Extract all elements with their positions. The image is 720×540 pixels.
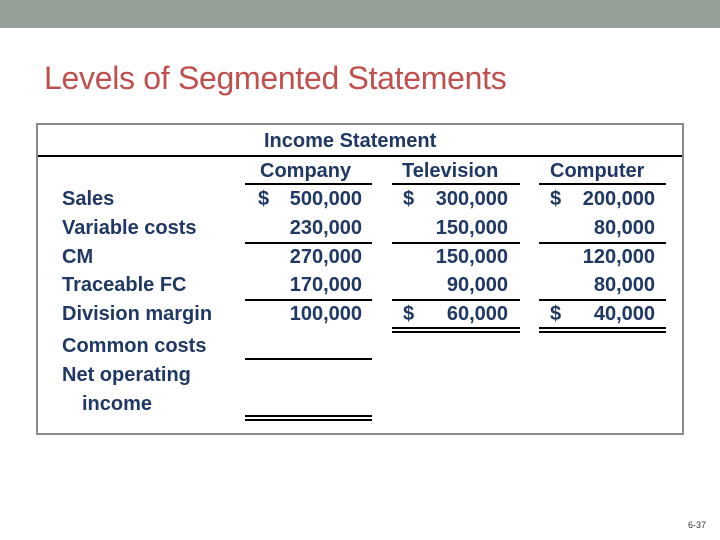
header-rule <box>38 155 682 157</box>
division-margin-television-dollar: $ <box>403 303 415 325</box>
cm-computer-value: 120,000 <box>582 246 655 268</box>
sales-television-dollar: $ <box>403 188 415 210</box>
variable-costs-company-value: 230,000 <box>289 217 362 239</box>
division-margin-computer-dollar: $ <box>550 303 562 325</box>
sales-computer-value: 200,000 <box>582 188 655 210</box>
statement-title: Income Statement <box>264 130 437 152</box>
traceable-fc-company-value: 170,000 <box>289 274 362 296</box>
slide-title: Levels of Segmented Statements <box>44 60 507 96</box>
variable-costs-television-value: 150,000 <box>435 217 508 239</box>
television-subtotal-rule-1 <box>392 242 520 244</box>
column-header-television: Television <box>402 160 499 182</box>
page-number: 6-37 <box>687 520 706 530</box>
computer-double-rule-bottom <box>539 331 666 333</box>
sales-computer-dollar: $ <box>550 188 562 210</box>
variable-costs-computer-value: 80,000 <box>593 217 655 239</box>
sales-company-value: 500,000 <box>289 188 362 210</box>
division-margin-company-value: 100,000 <box>289 303 362 325</box>
row-label-sales: Sales <box>62 188 115 210</box>
common-costs-blank-line <box>245 358 372 360</box>
net-income-double-rule-bottom <box>245 419 372 421</box>
row-label-net-operating: Net operating <box>62 364 191 386</box>
division-margin-television-value: 60,000 <box>446 303 508 325</box>
computer-header-underline <box>539 183 666 185</box>
net-income-double-rule-top <box>245 415 372 417</box>
company-header-underline <box>245 183 372 185</box>
cm-company-value: 270,000 <box>289 246 362 268</box>
column-header-company: Company <box>260 160 352 182</box>
top-accent-bar <box>0 0 720 28</box>
television-double-rule-bottom <box>392 331 520 333</box>
sales-company-dollar: $ <box>258 188 270 210</box>
television-header-underline <box>392 183 520 185</box>
television-subtotal-rule-2 <box>392 299 520 301</box>
traceable-fc-television-value: 90,000 <box>446 274 508 296</box>
row-label-income: income <box>82 393 153 415</box>
traceable-fc-computer-value: 80,000 <box>593 274 655 296</box>
row-label-division-margin: Division margin <box>62 303 213 325</box>
company-subtotal-rule-2 <box>245 299 372 301</box>
row-label-common-costs: Common costs <box>62 335 207 357</box>
company-subtotal-rule-1 <box>245 242 372 244</box>
income-statement-panel <box>36 123 684 435</box>
row-label-variable-costs: Variable costs <box>62 217 197 239</box>
sales-television-value: 300,000 <box>435 188 508 210</box>
row-label-cm: CM <box>62 246 94 268</box>
row-label-traceable-fc: Traceable FC <box>62 274 187 296</box>
computer-subtotal-rule-1 <box>539 242 666 244</box>
computer-double-rule-top <box>539 327 666 329</box>
column-header-computer: Computer <box>550 160 645 182</box>
television-double-rule-top <box>392 327 520 329</box>
computer-subtotal-rule-2 <box>539 299 666 301</box>
cm-television-value: 150,000 <box>435 246 508 268</box>
division-margin-computer-value: 40,000 <box>593 303 655 325</box>
